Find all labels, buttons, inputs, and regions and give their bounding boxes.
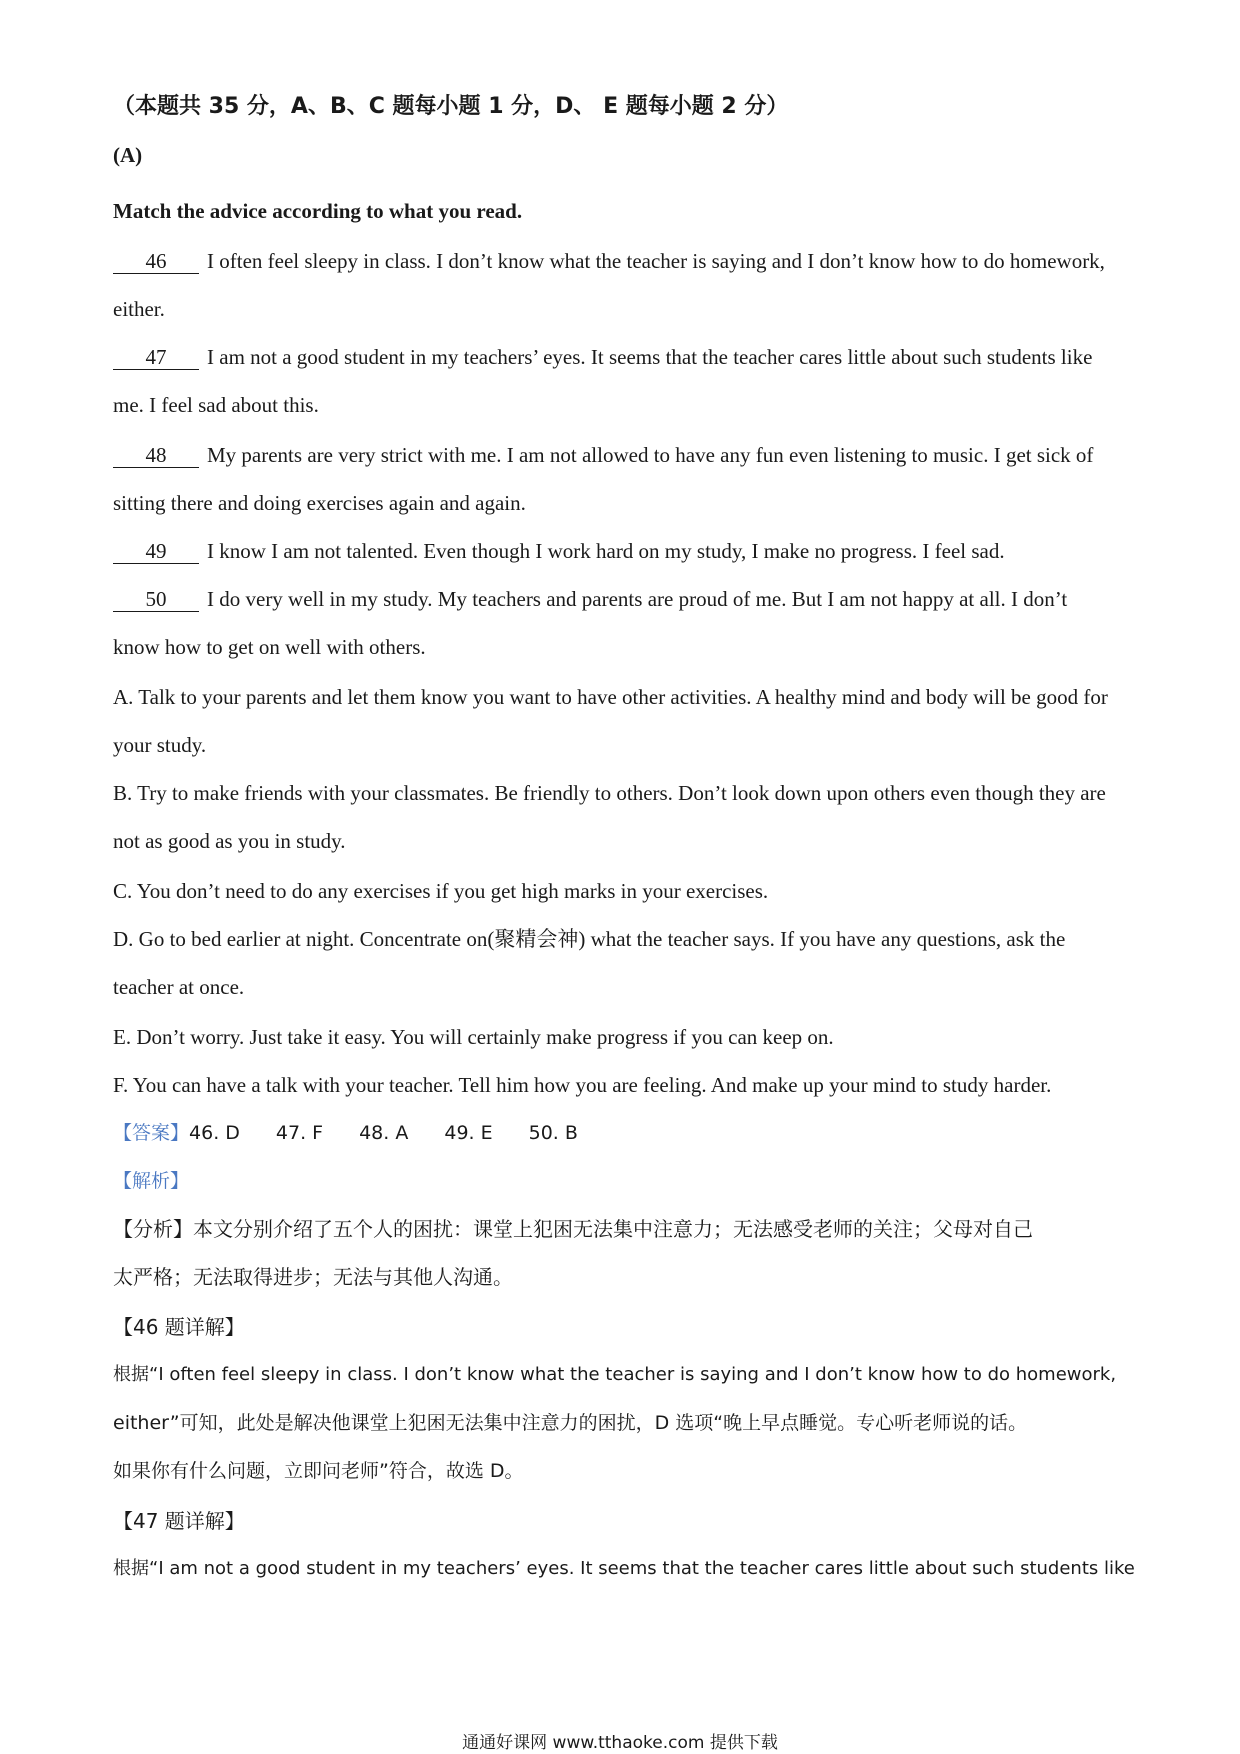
q47-detail-text: 根据“I am not a good student in my teachers’ eyes. It seems that the teacher cares little about such students like	[113, 1558, 1135, 1579]
question-text: My parents are very strict with me. I am not allowed to have any fun even listening to music. I get sick of	[207, 443, 1094, 467]
answer-item: 50. B	[528, 1122, 578, 1144]
question-47-cont: me. I feel sad about this.	[113, 393, 319, 417]
question-49	[113, 536, 1133, 566]
q46-detail-text: 根据“I often feel sleepy in class. I don’t know what the teacher is saying and I don’t know how to do homework,	[113, 1364, 1117, 1385]
question-50-cont: know how to get on well with others.	[113, 635, 426, 659]
question-48-cont: sitting there and doing exercises again and again.	[113, 491, 526, 515]
answer-blank: 49	[113, 539, 199, 564]
q46-detail-title: 【46 题详解】	[113, 1315, 245, 1339]
option-a-cont: your study.	[113, 733, 207, 757]
question-50	[113, 584, 1133, 614]
task-instruction: Match the advice according to what you read.	[113, 199, 523, 223]
question-text: I do very well in my study. My teachers and parents are proud of me. But I am not happy at all. I don’t	[207, 587, 1068, 611]
page-footer: 通通好课网 www.tthaoke.com 提供下载	[462, 1733, 778, 1753]
answer-blank: 48	[113, 443, 199, 468]
analysis-summary: 【分析】本文分别介绍了五个人的困扰：课堂上犯困无法集中注意力；无法感受老师的关注；父母对自己	[113, 1217, 1033, 1241]
answer-row	[113, 1118, 1133, 1148]
answer-item: 47. F	[275, 1122, 324, 1144]
option-e: E. Don’t worry. Just take it easy. You will certainly make progress if you can keep on.	[113, 1025, 834, 1049]
answer-label: 【答案】	[113, 1122, 190, 1144]
answer-blank: 46	[113, 249, 199, 274]
question-46-cont: either.	[113, 297, 165, 321]
section-instructions: （本题共 35 分，A、B、C 题每小题 1 分，D、 E 题每小题 2 分）	[113, 94, 789, 119]
analysis-summary-cont: 太严格；无法取得进步；无法与其他人沟通。	[113, 1265, 513, 1289]
option-d: D. Go to bed earlier at night. Concentrate on(聚精会神) what the teacher says. If you have any questions, ask the	[113, 927, 1066, 951]
question-text: I am not a good student in my teachers’ eyes. It seems that the teacher cares little about such students like	[207, 345, 1093, 369]
answer-blank: 47	[113, 345, 199, 370]
answer-blank: 50	[113, 587, 199, 612]
option-b-cont: not as good as you in study.	[113, 829, 346, 853]
answer-item: 48. A	[359, 1122, 409, 1144]
option-a: A. Talk to your parents and let them know you want to have other activities. A healthy mind and body will be good for	[113, 685, 1108, 709]
option-f: F. You can have a talk with your teacher. Tell him how you are feeling. And make up your mind to study harder.	[113, 1073, 1052, 1097]
question-48	[113, 440, 1133, 470]
analysis-label: 【解析】	[113, 1170, 190, 1192]
question-47	[113, 342, 1133, 372]
question-text: I often feel sleepy in class. I don’t know what the teacher is saying and I don’t know how to do homework,	[207, 249, 1105, 273]
question-text: I know I am not talented. Even though I work hard on my study, I make no progress. I feel sad.	[207, 539, 1005, 563]
q46-detail-text-end: 如果你有什么问题，立即问老师”符合，故选 D。	[113, 1460, 524, 1482]
section-label: (A)	[113, 143, 143, 167]
question-46	[113, 246, 1133, 276]
q46-detail-text-cont: either”可知，此处是解决他课堂上犯困无法集中注意力的困扰，D 选项“晚上早点睡觉。专心听老师说的话。	[113, 1412, 1028, 1434]
answer-item: 46. D	[189, 1122, 240, 1144]
answer-item: 49. E	[444, 1122, 493, 1144]
option-b: B. Try to make friends with your classmates. Be friendly to others. Don’t look down upon others even though they are	[113, 781, 1106, 805]
option-c: C. You don’t need to do any exercises if you get high marks in your exercises.	[113, 879, 769, 903]
option-d-cont: teacher at once.	[113, 975, 245, 999]
q47-detail-title: 【47 题详解】	[113, 1509, 245, 1533]
